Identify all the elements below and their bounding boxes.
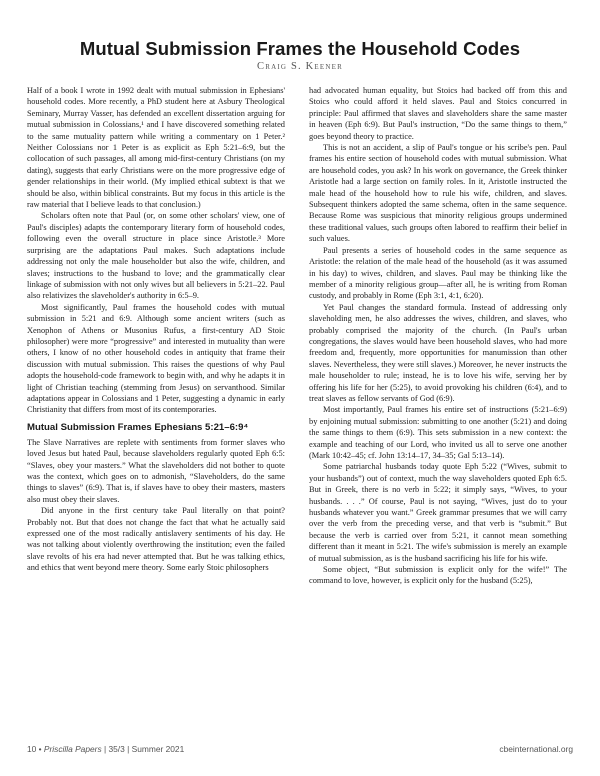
issue-date: Summer 2021: [131, 744, 185, 754]
paragraph: Most importantly, Paul frames his entire set of instructions (5:21–6:9) by enjoining mutual submission: submitting to one another (5:21) and doing the same things to them (6:9). This sets submission in a new context: the example and teaching of our Lord, who invited us all to serve one another (Mark 10:42–45; cf. John 13:14–17, 34–35; Gal 5:13–14).: [309, 405, 567, 460]
paragraph: Some object, “But submission is explicit only for the wife!” The command to love, however, is explicit only for the husband (5:25),: [309, 565, 567, 586]
paragraph: Did anyone in the first century take Paul literally on that point? Probably not. But that does not change the fact that what he actually said expressed one of the most radically antislavery sentiments of his day. He was not talking about violently overthrowing the institution; even the failed slave revolts of his era had never attempted that. But he was talking ethics, and ethics that went beyond mere theory. Some early Stoic philosophers: [27, 506, 285, 573]
paragraph: Some patriarchal husbands today quote Eph 5:22 (“Wives, submit to your husbands”) out of context, much the way slaveholders quoted Eph 6:5. But in Greek, there is no verb in 5:22; it simply says, “Wives, to your husbands. . . .” Of course, Paul is not saying, “Wives, just do to your husbands whatever you want.” Greek grammar presumes that we will carry over the verb from the preceding verse, and that verb is “submit.” But because the verb is carried over from 5:21, it cannot mean something different than it meant in 5:21. The wife's submission is merely an example of mutual submission, as is the husband sacrificing his life for his wife.: [309, 462, 567, 563]
left-column: [27, 85, 285, 574]
website-link[interactable]: cbeinternational.org: [499, 744, 573, 754]
section-heading: Mutual Submission Frames Ephesians 5:21–6:9⁴: [27, 421, 249, 433]
page-number: 10: [27, 744, 37, 754]
article-title: Mutual Submission Frames the Household Codes: [79, 38, 521, 59]
issue-number: 35/3: [108, 744, 125, 754]
paragraph: Half of a book I wrote in 1992 dealt with mutual submission in Ephesians' household codes. More recently, a PhD student here at Asbury Theological Seminary, Murray Vasser, has defended an excellent dissertation arguing for mutual submission in Colossians,¹ and I have discovered something related to the same mutuality pattern while writing a commentary on 1 Peter.² Neither Colossians nor 1 Peter is as explicit as Eph 5:21–6:9, but the collocation of such passages, all among mid-first-century Christians (on my dating), suggests that early Christians were on the more progressive edge of gender relationships in their world. (My implied ethical subtext is that we should be also, within biblical constraints. But my focus in this article is the raw material that I believe leads to that conclusion.): [27, 86, 285, 210]
footer-citation: 10 • Priscilla Papers | 35/3 | Summer 2021: [27, 744, 185, 754]
paragraph: Yet Paul changes the standard formula. Instead of addressing only slaveholding men, he also addresses the wives, children, and slaves, who probably comprised the majority of the church. (In Paul's urban congregations, the slaves would have been household slaves, who had more freedom and, frequently, more opportunities for manumission than other slaves. Nevertheless, they were still slaves.) Moreover, he never instructs the male householder to rule; instead, he is to love his wife, serving her by offering his life for her (5:25), to avoid provoking his children (6:4), and to treat slaves as fellow servants of God (6:9).: [309, 302, 567, 403]
paragraph: Paul presents a series of household codes in the same sequence as Aristotle: the relation of the male head of the household (as it was assumed in his day) to wives, children, and slaves. Paul may be thinking like the member of a minority religious group—after all, he is writing from Roman custody, and probably in Rome (Eph 3:1, 4:1, 6:20).: [309, 245, 567, 301]
article-author: Craig S. Keener: [257, 61, 343, 72]
paragraph: Most significantly, Paul frames the household codes with mutual submission in 5:21 and 6:9. Although some ancient writers (such as Xenophon of Athens or Musonius Rufus, a first-century AD Stoic philosopher) were more “progressive” and interested in mutuality than were others, I know of no other household codes in antiquity that frame their discussion with mutual submission. This raises the questions of why Paul adopts the household-code framework to begin with, and why he adapts it in light of Christian teaching (stemming from Jesus) on servanthood. Similar adaptations appear in Colossians and 1 Peter, suggesting a dynamic in early Christianity that differs from most of its contemporaries.: [27, 302, 285, 415]
paragraph: The Slave Narratives are replete with sentiments from former slaves who loved Jesus but hated Paul, because slaveholders regularly quoted Eph 6:5: “Slaves, obey your masters.” What the slaveholders did not bother to quote was the context, which goes on to admonish, “Slaveholders, do the same things to slaves” (6:9). That is, if slaves have to obey their masters, masters also must obey their slaves.: [27, 437, 285, 504]
paragraph: Scholars often note that Paul (or, on some other scholars' view, one of Paul's disciples) adapts the contemporary literary form of household codes, following even the overall structure in place since Aristotle.³ More surprising are the adaptations Paul makes. Such adaptations include addressing not only the male householder but also the wife, children, and slaves; instructions to the husband to love; and the grammatically clear linkage of submission with not only wives but all believers in 5:21–22. Paul also relativizes the slaveholder's authority in 6:5–9.: [27, 211, 285, 301]
journal-name: Priscilla Papers: [43, 744, 102, 754]
paragraph: had advocated human equality, but Stoics had backed off from this and Stoics who could afford it held slaves. Paul and Stoics concurred in principle: Paul affirmed that slaves and slaveholders share the same master in heaven (Eph 6:9). But Paul's instruction, “Do the same things to them,” goes beyond theory to practice.: [309, 86, 567, 141]
paragraph: This is not an accident, a slip of Paul's tongue or his scribe's pen. Paul frames his entire section of household codes with mutual submission. What are household codes, you ask? In his work on governance, the Greek thinker Aristotle had a large section on family roles. In it, Aristotle instructed the male head of the household how to rule his wife, children, and slaves. Subsequent thinkers adopted the same schema, often in the same sequence. Because Rome was suspicious that minority religious groups undermined these traditional values, such groups often labored to reaffirm their belief in such values.: [309, 143, 567, 244]
right-column: [309, 85, 567, 587]
